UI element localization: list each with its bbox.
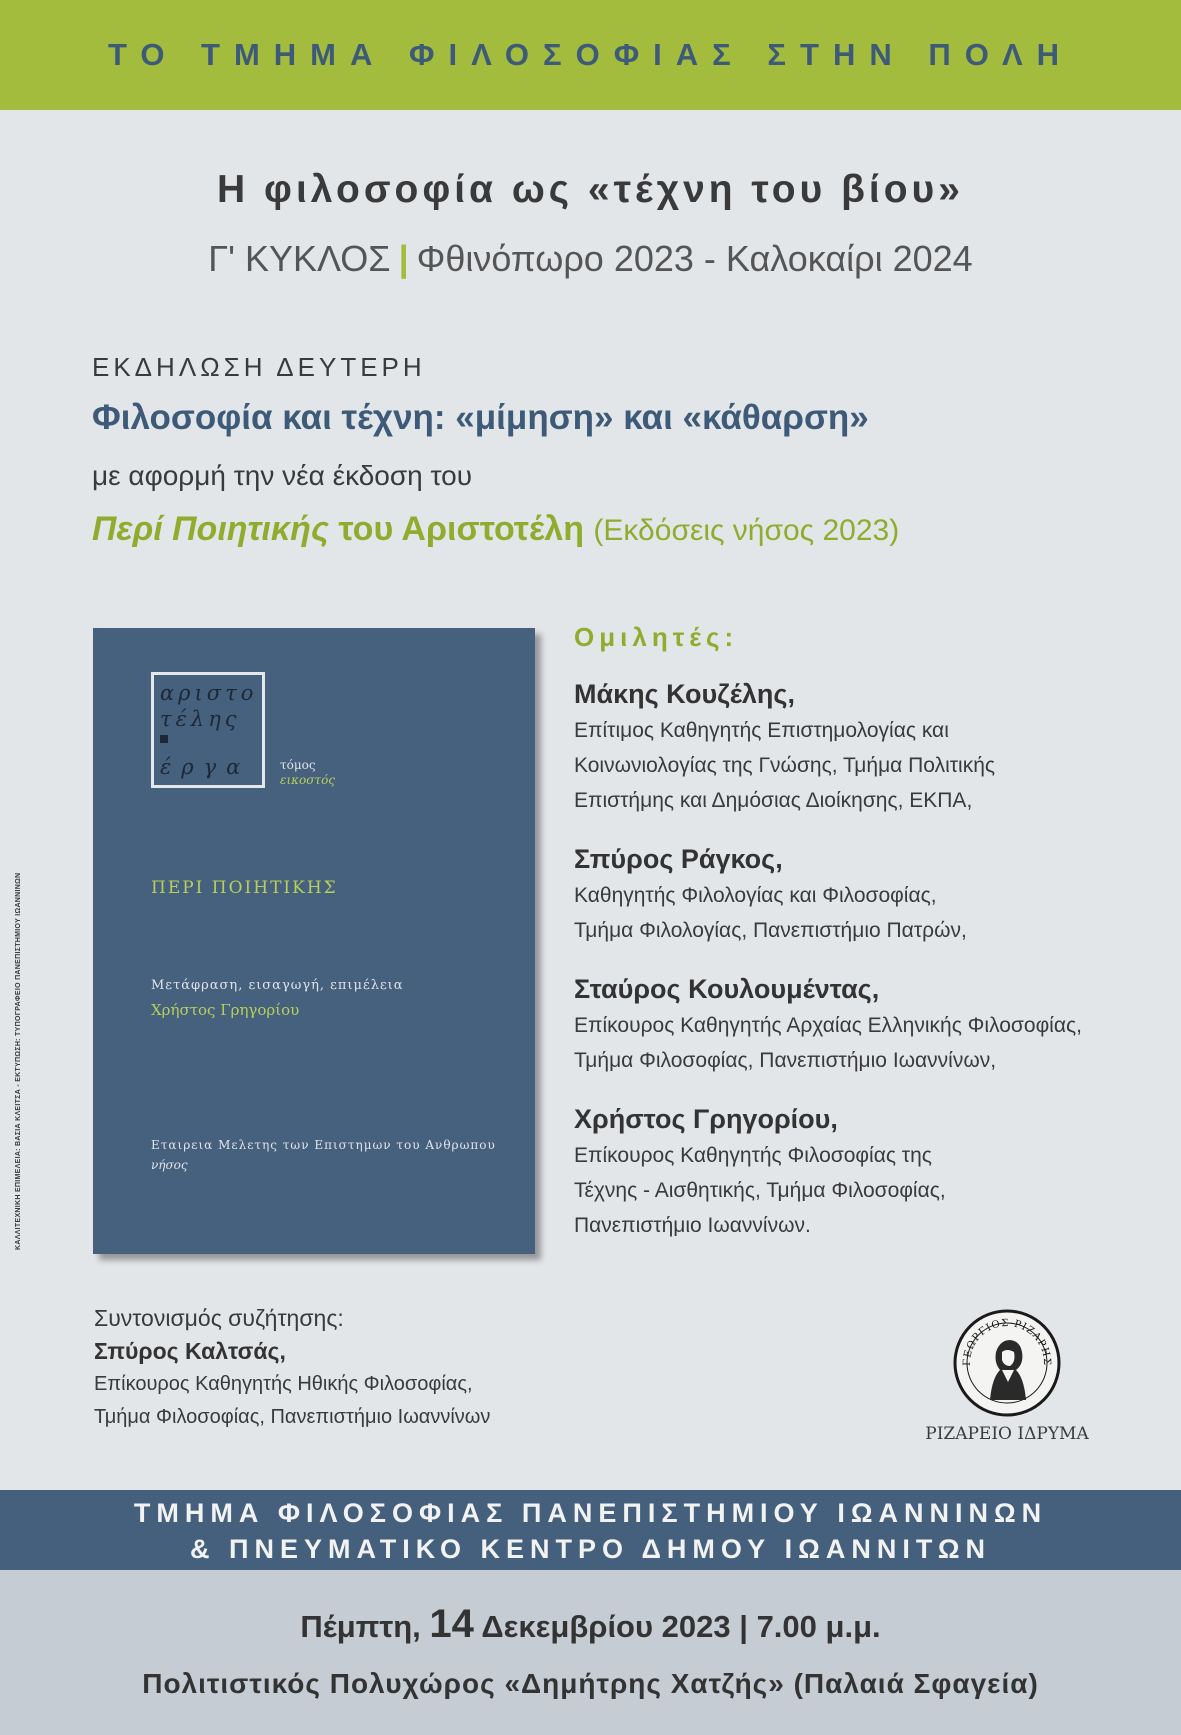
cover-word-3: έργα — [160, 755, 251, 779]
book-publisher: (Εκδόσεις νήσος 2023) — [593, 514, 900, 547]
organizer-line-1: ΤΜΗΜΑ ΦΙΛΟΣΟΦΙΑΣ ΠΑΝΕΠΙΣΤΗΜΙΟΥ ΙΩΑΝΝΙΝΩΝ — [133, 1498, 1048, 1528]
emblem-label: ΡΙΖΑΡΕΙΟ ΙΔΡΥΜΑ — [925, 1424, 1089, 1444]
cycle-separator: | — [398, 238, 409, 279]
organizer-line-2: & ΠΝΕΥΜΑΤΙΚΟ ΚΕΝΤΡΟ ΔΗΜΟΥ ΙΩΑΝΝΙΤΩΝ — [190, 1534, 991, 1564]
organizers-banner — [0, 1490, 1181, 1570]
season-label: Φθινόπωρο 2023 - Καλοκαίρι 2024 — [416, 238, 973, 279]
moderator-section — [94, 1302, 490, 1434]
moderator-name: Σπύρος Καλτσάς, — [94, 1338, 286, 1364]
cover-imprint: νήσος — [151, 1158, 188, 1172]
cover-credit-label: Μετάφραση, εισαγωγή, επιμέλεια — [151, 978, 404, 993]
cover-volume-number: εικοστός — [280, 773, 336, 787]
speaker-affiliation: Επίκουρος Καθηγητής Φιλοσοφίας της Τέχνης - Αισθητικής, Τμήμα Φιλοσοφίας, Πανεπιστήμιο Ιωαννίνων. — [574, 1144, 946, 1237]
series-title: ΤΟ ΤΜΗΜΑ ΦΙΛΟΣΟΦΙΑΣ ΣΤΗΝ ΠΟΛΗ — [107, 37, 1074, 72]
side-credit: ΚΑΛΛΙΤΕΧΝΙΚΗ ΕΠΙΜΕΛΕΙΑ: ΒΑΣΙΑ ΚΛΕΙΤΣΑ - ΕΚΤΥΠΩΣΗ: ΤΥΠΟΓΡΑΦΕΙΟ ΠΑΝΕΠΙΣΤΗΜΙΟΥ ΙΩΑΝΝΙΝΩΝ — [15, 872, 22, 1250]
event-venue: Πολιτιστικός Πολυχώρος «Δημήτρης Χατζής» (Παλαιά Σφαγεία) — [142, 1668, 1039, 1699]
main-title: Η φιλοσοφία ως «τέχνη του βίου» — [217, 168, 964, 211]
speaker-affiliation: Επίτιμος Καθηγητής Επιστημολογίας και Κοινωνιολογίας της Γνώσης, Τμήμα Πολιτικής Επιστήμης και Δημόσιας Διοίκησης, ΕΚΠΑ, — [574, 719, 996, 812]
speaker-item — [574, 1100, 1134, 1243]
event-occasion: με αφορμή την νέα έκδοση του — [92, 460, 473, 491]
cover-translator: Χρήστος Γρηγορίου — [151, 1001, 300, 1019]
event-details-band — [0, 1570, 1181, 1735]
event-month-year: Δεκεμβρίου 2023 — [481, 1609, 731, 1644]
speaker-affiliation: Καθηγητής Φιλολογίας και Φιλοσοφίας, Τμήμα Φιλολογίας, Πανεπιστήμιο Πατρών, — [574, 884, 967, 942]
cover-square-mark — [160, 735, 168, 743]
speaker-name: Μάκης Κουζέλης, — [574, 679, 795, 709]
event-title: Φιλοσοφία και τέχνη: «μίμηση» και «κάθαρση» — [92, 398, 869, 437]
date-separator: | — [739, 1609, 748, 1644]
cycle-line — [0, 238, 1181, 280]
cover-word-1: αριστο — [160, 681, 258, 705]
event-day: 14 — [429, 1602, 474, 1646]
speaker-name: Σπύρος Ράγκος, — [574, 844, 783, 874]
speaker-name: Σταύρος Κουλουμέντας, — [574, 974, 880, 1004]
cover-title: ΠΕΡΙ ΠΟΙΗΤΙΚΗΣ — [151, 878, 338, 898]
speakers-section — [574, 622, 1134, 1265]
cover-series-box — [151, 672, 265, 788]
speaker-item — [574, 675, 1134, 818]
cover-volume-label: τόμος — [280, 758, 316, 772]
speaker-affiliation: Επίκουρος Καθηγητής Αρχαίας Ελληνικής Φιλοσοφίας, Τμήμα Φιλοσοφίας, Πανεπιστήμιο Ιωαννίνων, — [574, 1014, 1082, 1072]
emblem-ring-text: ΓΕΩΡΓΙΟΣ ΡΙΖΑΡΗΣ — [961, 1317, 1053, 1367]
speaker-name: Χρήστος Γρηγορίου, — [574, 1104, 838, 1134]
rizarios-emblem-logo — [952, 1308, 1062, 1418]
event-time: 7.00 μ.μ. — [756, 1609, 881, 1644]
cycle-label: Γ' ΚΥΚΛΟΣ — [208, 238, 391, 279]
speakers-heading: Ομιλητές: — [574, 622, 739, 652]
series-banner — [0, 0, 1181, 110]
book-cover — [93, 628, 535, 1254]
cover-word-2: τέλης — [160, 707, 241, 731]
speaker-item — [574, 840, 1134, 948]
book-title: Περί Ποιητικής — [92, 510, 329, 548]
moderator-label: Συντονισμός συζήτησης: — [94, 1305, 344, 1331]
speaker-item — [574, 970, 1134, 1078]
book-line — [92, 510, 899, 549]
cover-society: Εταιρεια Μελετης των Επιστημων του Ανθρωπου — [151, 1138, 496, 1152]
date-line — [0, 1602, 1181, 1647]
moderator-affiliation: Επίκουρος Καθηγητής Ηθικής Φιλοσοφίας, Τμήμα Φιλοσοφίας, Πανεπιστήμιο Ιωαννίνων — [94, 1373, 491, 1428]
event-weekday: Πέμπτη, — [300, 1609, 421, 1644]
book-author: του Αριστοτέλη — [338, 510, 584, 548]
event-label: ΕΚΔΗΛΩΣΗ ΔΕΥΤΕΡΗ — [92, 352, 426, 382]
